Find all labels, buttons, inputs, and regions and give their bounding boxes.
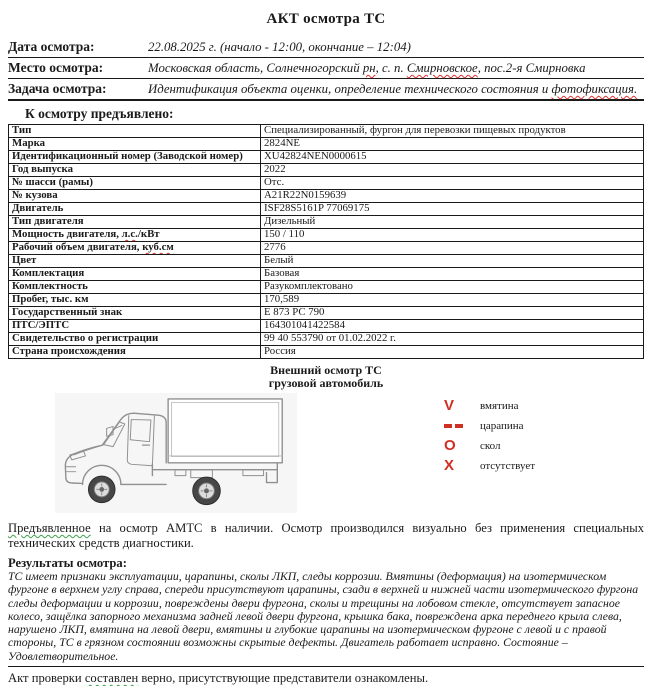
table-row: Комплектация Базовая — [9, 268, 644, 281]
exterior-section — [8, 393, 644, 514]
exterior-heading-line1: Внешний осмотр ТС — [270, 363, 382, 377]
table-row: Комплектность Разукомплектовано — [9, 281, 644, 294]
table-row: ПТС/ЭПТС 164301041422584 — [9, 320, 644, 333]
meta-block — [8, 37, 644, 101]
date-label: Дата осмотра: — [8, 39, 95, 54]
closing-line: Акт проверки составлен верно, присутствующие представители ознакомлены. — [8, 671, 429, 686]
table-row: Государственный знак Е 873 РС 790 — [9, 307, 644, 320]
meta-row-place — [8, 58, 644, 79]
dent-marker-icon: V — [444, 397, 455, 414]
missing-marker-icon: X — [444, 457, 455, 474]
table-row: Цвет Белый — [9, 255, 644, 268]
exterior-heading — [8, 364, 644, 389]
table-row: Марка 2824NE — [9, 138, 644, 151]
table-row: № шасси (рамы) Отс. — [9, 177, 644, 190]
spellcheck-word: куб.см — [142, 241, 174, 254]
meta-row-date — [8, 37, 644, 58]
table-row: Двигатель ISF28S5161P 77069175 — [9, 203, 644, 216]
legend-label: вмятина — [480, 400, 519, 412]
vehicle-spec-table — [8, 124, 644, 359]
legend-item-scratch — [444, 416, 535, 436]
spellcheck-word: рн — [362, 61, 376, 75]
section-heading-presented: К осмотру предъявлено: — [25, 106, 174, 121]
chip-marker-icon: O — [444, 437, 456, 454]
legend-item-chip — [444, 436, 535, 456]
place-value: Московская область, Солнечногорский рн, с. п. Смирновское, пос.2-я Смирновка — [148, 61, 586, 75]
place-label: Место осмотра: — [8, 60, 104, 75]
legend-label: царапина — [480, 420, 524, 432]
damage-legend — [444, 393, 535, 514]
results-text: ТС имеет признаки эксплуатации, царапины, сколы ЛКП, следы коррозии. Вмятины (деформация) на изотермическом фургоне в верхнем углу справа, спереди присутствуют царапины, сзади в верхней и нижней части изотермического фургона следы деформации и коррозии, повреждены двери фургона, сколы и трещины на лобовом стекле, отсутствует запасное колесо, защёлка запорного механизма задней левой двери фургона, крышка бака, повреждена арка переднего крыла слева, нарушено ЛКП, вмятина на левой двери, вмятины и глубокие царапины на изотермическом фургоне с левой и с правой стороны, ТС в грязном состоянии возможны скрытые дефекты. Двигатель работает исправно. Состояние – Удовлетворительное. — [8, 570, 644, 667]
spellcheck-word: л.с. — [121, 228, 138, 241]
table-row: Пробег, тыс. км 170,589 — [9, 294, 644, 307]
truck-side-view-image — [55, 393, 297, 513]
spellcheck-word: Смирновское — [406, 61, 478, 75]
table-row: Тип двигателя Дизельный — [9, 216, 644, 229]
table-row: Страна происхождения Россия — [9, 346, 644, 359]
task-value: Идентификация объекта оценки, определение технического состояния и фотофиксация. — [148, 82, 638, 96]
legend-item-dent — [444, 396, 535, 416]
table-row: Тип Специализированный, фургон для перевозки пищевых продуктов — [9, 125, 644, 138]
task-label: Задача осмотра: — [8, 81, 107, 96]
page-title: АКТ осмотра ТС — [266, 11, 386, 27]
results-heading: Результаты осмотра: — [8, 556, 127, 570]
scratch-marker-icon — [444, 424, 470, 428]
legend-item-missing — [444, 456, 535, 476]
table-row: Год выпуска 2022 — [9, 164, 644, 177]
table-row: Рабочий объем двигателя, куб.см 2776 — [9, 242, 644, 255]
presence-paragraph: Предъявленное на осмотр АМТС в наличии. Осмотр производился визуально без применения специальных технических средств диагностики. — [8, 521, 644, 550]
meta-row-task — [8, 79, 644, 101]
date-value: 22.08.2025 г. (начало - 12:00, окончание – 12:04) — [148, 40, 411, 54]
front-wheel-icon — [88, 476, 115, 503]
rear-wheel-icon — [193, 477, 221, 505]
table-row: Идентификационный номер (Заводской номер) XU42824NEN0000615 — [9, 151, 644, 164]
truck-drawing-icon — [55, 393, 297, 513]
grammar-word: Предъявленное — [8, 521, 91, 535]
legend-label: скол — [480, 440, 501, 452]
exterior-heading-line2: грузовой автомобиль — [268, 375, 384, 390]
table-row: № кузова A21R22N0159639 — [9, 190, 644, 203]
spellcheck-word: фотофиксация. — [551, 82, 638, 96]
legend-label: отсутствует — [480, 460, 536, 472]
table-row: Свидетельство о регистрации 99 40 553790 от 01.02.2022 г. — [9, 333, 644, 346]
grammar-word: составлен — [84, 671, 139, 686]
table-row: Мощность двигателя, л.с./кВт 150 / 110 — [9, 229, 644, 242]
